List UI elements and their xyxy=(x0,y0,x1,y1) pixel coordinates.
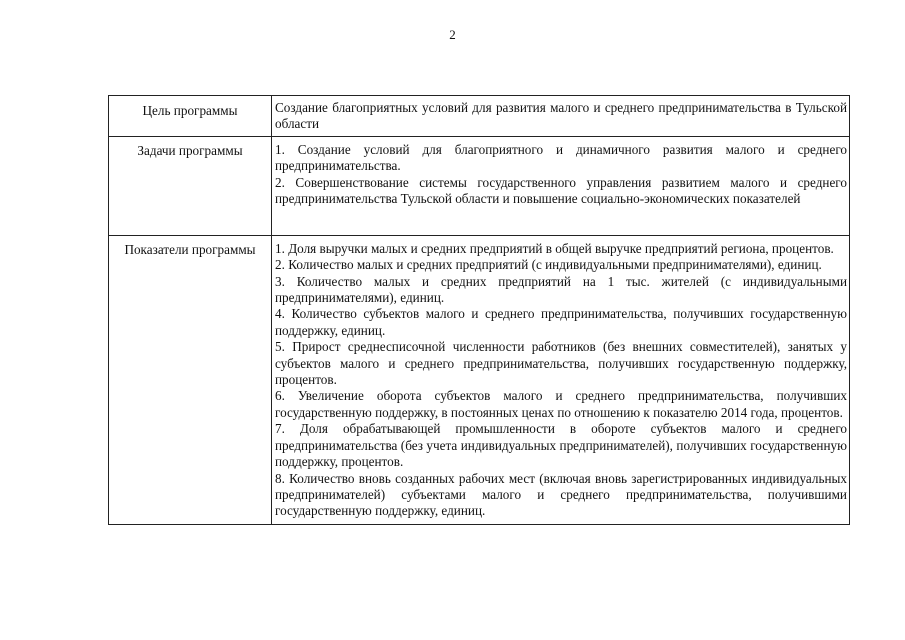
task-item-1: 1. Создание условий для благоприятного и динамичного развития малого и среднего предпринимательства. xyxy=(275,141,847,174)
row-label-program-goal: Цель программы xyxy=(109,96,272,137)
indicator-item-6: 6. Увеличение оборота субъектов малого и среднего предпринимательства, получивших государственную поддержку, в постоянных ценах по отношению к показателю 2014 года, процентов. xyxy=(275,388,847,420)
page-number: 2 xyxy=(449,27,456,42)
indicator-item-2: 2. Количество малых и средних предприятий (с индивидуальными предпринимателями), единиц. xyxy=(275,257,822,273)
indicator-item-1: 1. Доля выручки малых и средних предприятий в общей выручке предприятий региона, процентов. xyxy=(275,240,834,256)
row-label-program-indicators: Показатели программы xyxy=(109,235,272,524)
indicator-item-7: 7. Доля обрабатывающей промышленности в обороте субъектов малого и среднего предпринимательства (без учета индивидуальных предпринимателей), получивших государственную поддержку, процентов. xyxy=(275,421,847,470)
program-passport-table xyxy=(108,95,850,525)
indicator-item-5: 5. Прирост среднесписочной численности работников (без внешних совместителей), занятых у субъектов малого и среднего предпринимательства, получивших государственную поддержку, процентов. xyxy=(275,339,847,388)
indicator-item-8: 8. Количество вновь созданных рабочих мест (включая вновь зарегистрированных индивидуальных предпринимателей) субъектами малого и среднего предпринимательства, получившими государственную поддержку, единиц. xyxy=(275,470,847,519)
table-row-program-tasks xyxy=(109,136,850,235)
row-content-program-indicators xyxy=(272,235,850,524)
indicator-item-3: 3. Количество малых и средних предприятий на 1 тыс. жителей (с индивидуальными предпринимателями), единиц. xyxy=(275,273,847,306)
goal-text: Создание благоприятных условий для развития малого и среднего предпринимательства в Тульской области xyxy=(275,100,847,132)
row-content-program-goal xyxy=(272,96,850,137)
table-row-program-indicators xyxy=(109,235,850,524)
indicator-item-4: 4. Количество субъектов малого и среднего предпринимательства, получивших государственную поддержку, единиц. xyxy=(275,306,847,338)
row-label-program-tasks: Задачи программы xyxy=(109,136,272,235)
row-content-program-tasks xyxy=(272,136,850,235)
table-row-program-goal xyxy=(109,96,850,137)
task-item-2: 2. Совершенствование системы государственного управления развитием малого и среднего предпринимательства Тульской области и повышение социально-экономических показателей xyxy=(275,174,847,207)
